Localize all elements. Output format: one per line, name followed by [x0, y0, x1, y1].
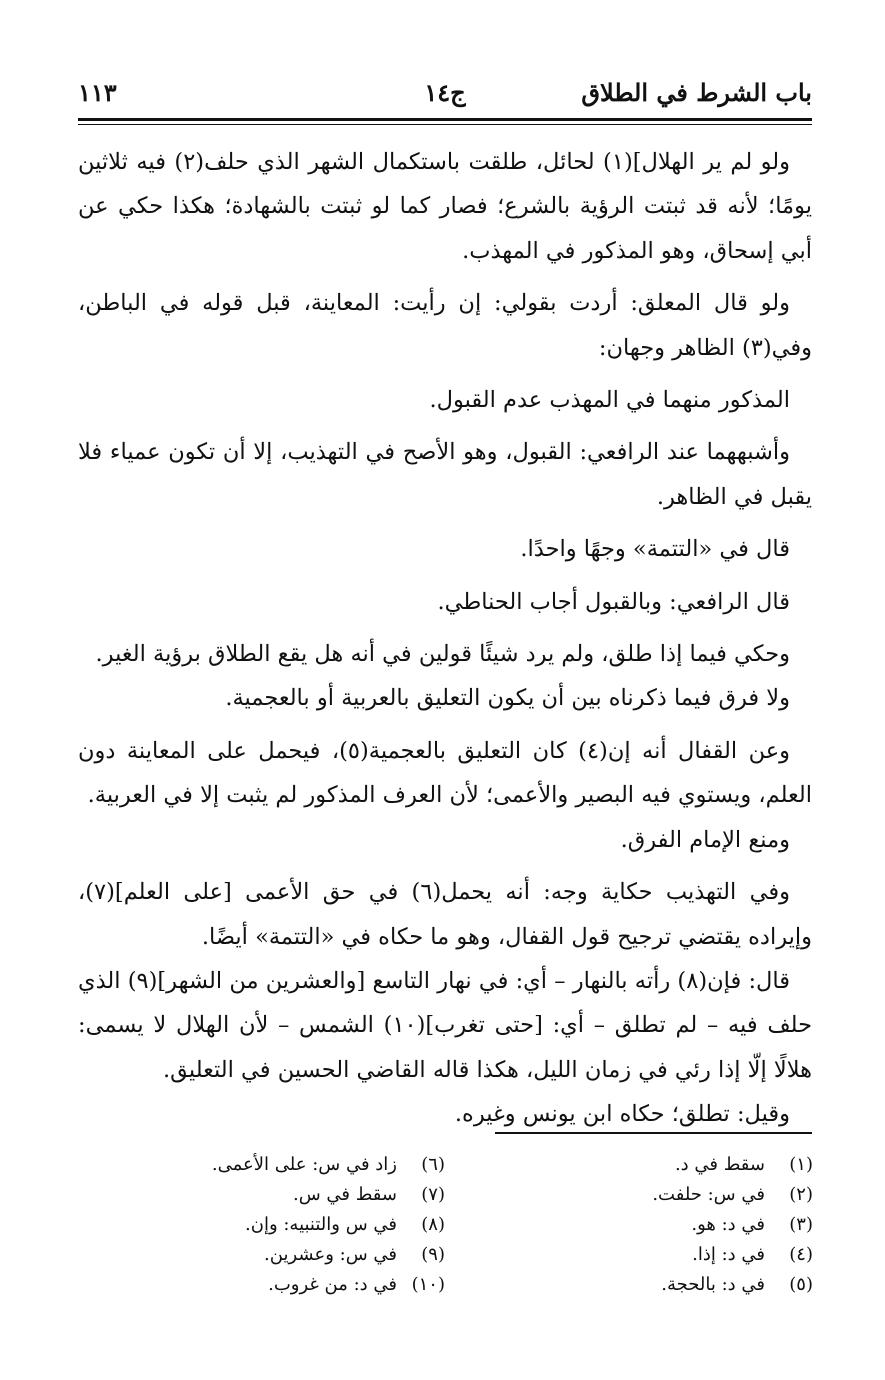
paragraph: ولو قال المعلق: أردت بقولي: إن رأيت: المعاينة، قبل قوله في الباطن، وفي(٣) الظاهر وجهان:: [78, 290, 812, 361]
paragraph: وقيل: تطلق؛ حكاه ابن يونس وغيره.: [454, 1101, 790, 1128]
footnote: [483, 1270, 813, 1300]
paragraph: وعن القفال أنه إن(٤) كان التعليق بالعجمية(٥)، فيحمل على المعاينة دون العلم، ويستوي فيه البصير والأعمى؛ لأن العرف المذكور لم يثبت إلا في العربية.: [78, 737, 812, 809]
footnote: [483, 1240, 813, 1270]
footnote-text: سقط في د.: [674, 1154, 765, 1175]
footnote: [145, 1240, 445, 1270]
paragraph: وأشبههما عند الرافعي: القبول، وهو الأصح في التهذيب، إلا أن تكون عمياء فلا يقبل في الظاهر.: [78, 439, 812, 510]
footnote-number: (٢): [789, 1184, 813, 1205]
footnote: [145, 1270, 445, 1300]
header-rule-thin: [78, 124, 812, 125]
footnote-number: (٨): [421, 1214, 445, 1235]
footnote: [483, 1150, 813, 1180]
paragraph: قال: فإن(٨) رأته بالنهار – أي: في نهار التاسع [والعشرين من الشهر](٩) الذي حلف فيه – لم تطلق – أي: [حتى تغرب](١٠) الشمس – لأن الهلال لا يسمى: هلالًا إلّا إذا رئي في زمان الليل، هكذا قاله القاضي الحسين في التعليق.: [78, 967, 812, 1083]
footnote-rule: [495, 1132, 812, 1134]
main-text: [78, 140, 812, 1137]
footnote-text: زاد في س: على الأعمى.: [211, 1154, 397, 1175]
footnote-number: (١٠): [411, 1274, 445, 1295]
chapter-title: باب الشرط في الطلاق: [581, 78, 812, 107]
footnote-text: سقط في س.: [292, 1184, 397, 1205]
footnote: [483, 1210, 813, 1240]
footnote-text: في د: من غروب.: [268, 1274, 397, 1295]
footnote-number: (٣): [789, 1214, 813, 1235]
footnote-number: (٩): [421, 1244, 445, 1265]
footnote-number: (٥): [789, 1274, 813, 1295]
paragraph: وفي التهذيب حكاية وجه: أنه يحمل(٦) في حق الأعمى [على العلم](٧)، وإيراده يقتضي ترجيح قول القفال، وهو ما حكاه في «التتمة» أيضًا.: [78, 879, 812, 950]
footnote: [145, 1150, 445, 1180]
footnote-text: في د: هو.: [691, 1214, 765, 1235]
paragraph: قال في «التتمة» وجهًا واحدًا.: [520, 536, 790, 563]
volume-label: ج١٤: [424, 78, 466, 107]
paragraph: ولا فرق فيما ذكرناه بين أن يكون التعليق بالعربية أو بالعجمية.: [225, 685, 790, 712]
paragraph: قال الرافعي: وبالقبول أجاب الحناطي.: [437, 588, 790, 615]
footnote-number: (٦): [421, 1154, 445, 1175]
running-header: [78, 78, 812, 112]
footnotes-left-column: [145, 1150, 445, 1300]
footnote-text: في د: إذا.: [692, 1244, 765, 1265]
footnote: [145, 1210, 445, 1240]
footnote-text: في س: حلفت.: [652, 1184, 765, 1205]
footnote-number: (١): [789, 1154, 813, 1175]
footnote: [145, 1180, 445, 1210]
paragraph: وحكي فيما إذا طلق، ولم يرد شيئًا قولين في أنه هل يقع الطلاق برؤية الغير.: [95, 641, 790, 668]
paragraph: ومنع الإمام الفرق.: [620, 826, 790, 853]
header-rule-thick: [78, 118, 812, 121]
footnotes-right-column: [483, 1150, 813, 1300]
page-number: ١١٣: [78, 78, 117, 107]
paragraph: المذكور منهما في المهذب عدم القبول.: [429, 387, 790, 414]
paragraph: ولو لم ير الهلال](١) لحائل، طلقت باستكمال الشهر الذي حلف(٢) فيه ثلاثين يومًا؛ لأنه قد ثبتت الرؤية بالشرع؛ فصار كما لو ثبتت بالشهادة؛ هكذا حكي عن أبي إسحاق، وهو المذكور في المهذب.: [78, 149, 812, 264]
footnote-text: في س: وعشرين.: [264, 1244, 397, 1265]
footnote-text: في س والتنبيه: وإن.: [245, 1214, 397, 1235]
footnote-text: في د: بالحجة.: [661, 1274, 765, 1295]
footnote-number: (٤): [789, 1244, 813, 1265]
footnote-number: (٧): [421, 1184, 445, 1205]
footnote: [483, 1180, 813, 1210]
